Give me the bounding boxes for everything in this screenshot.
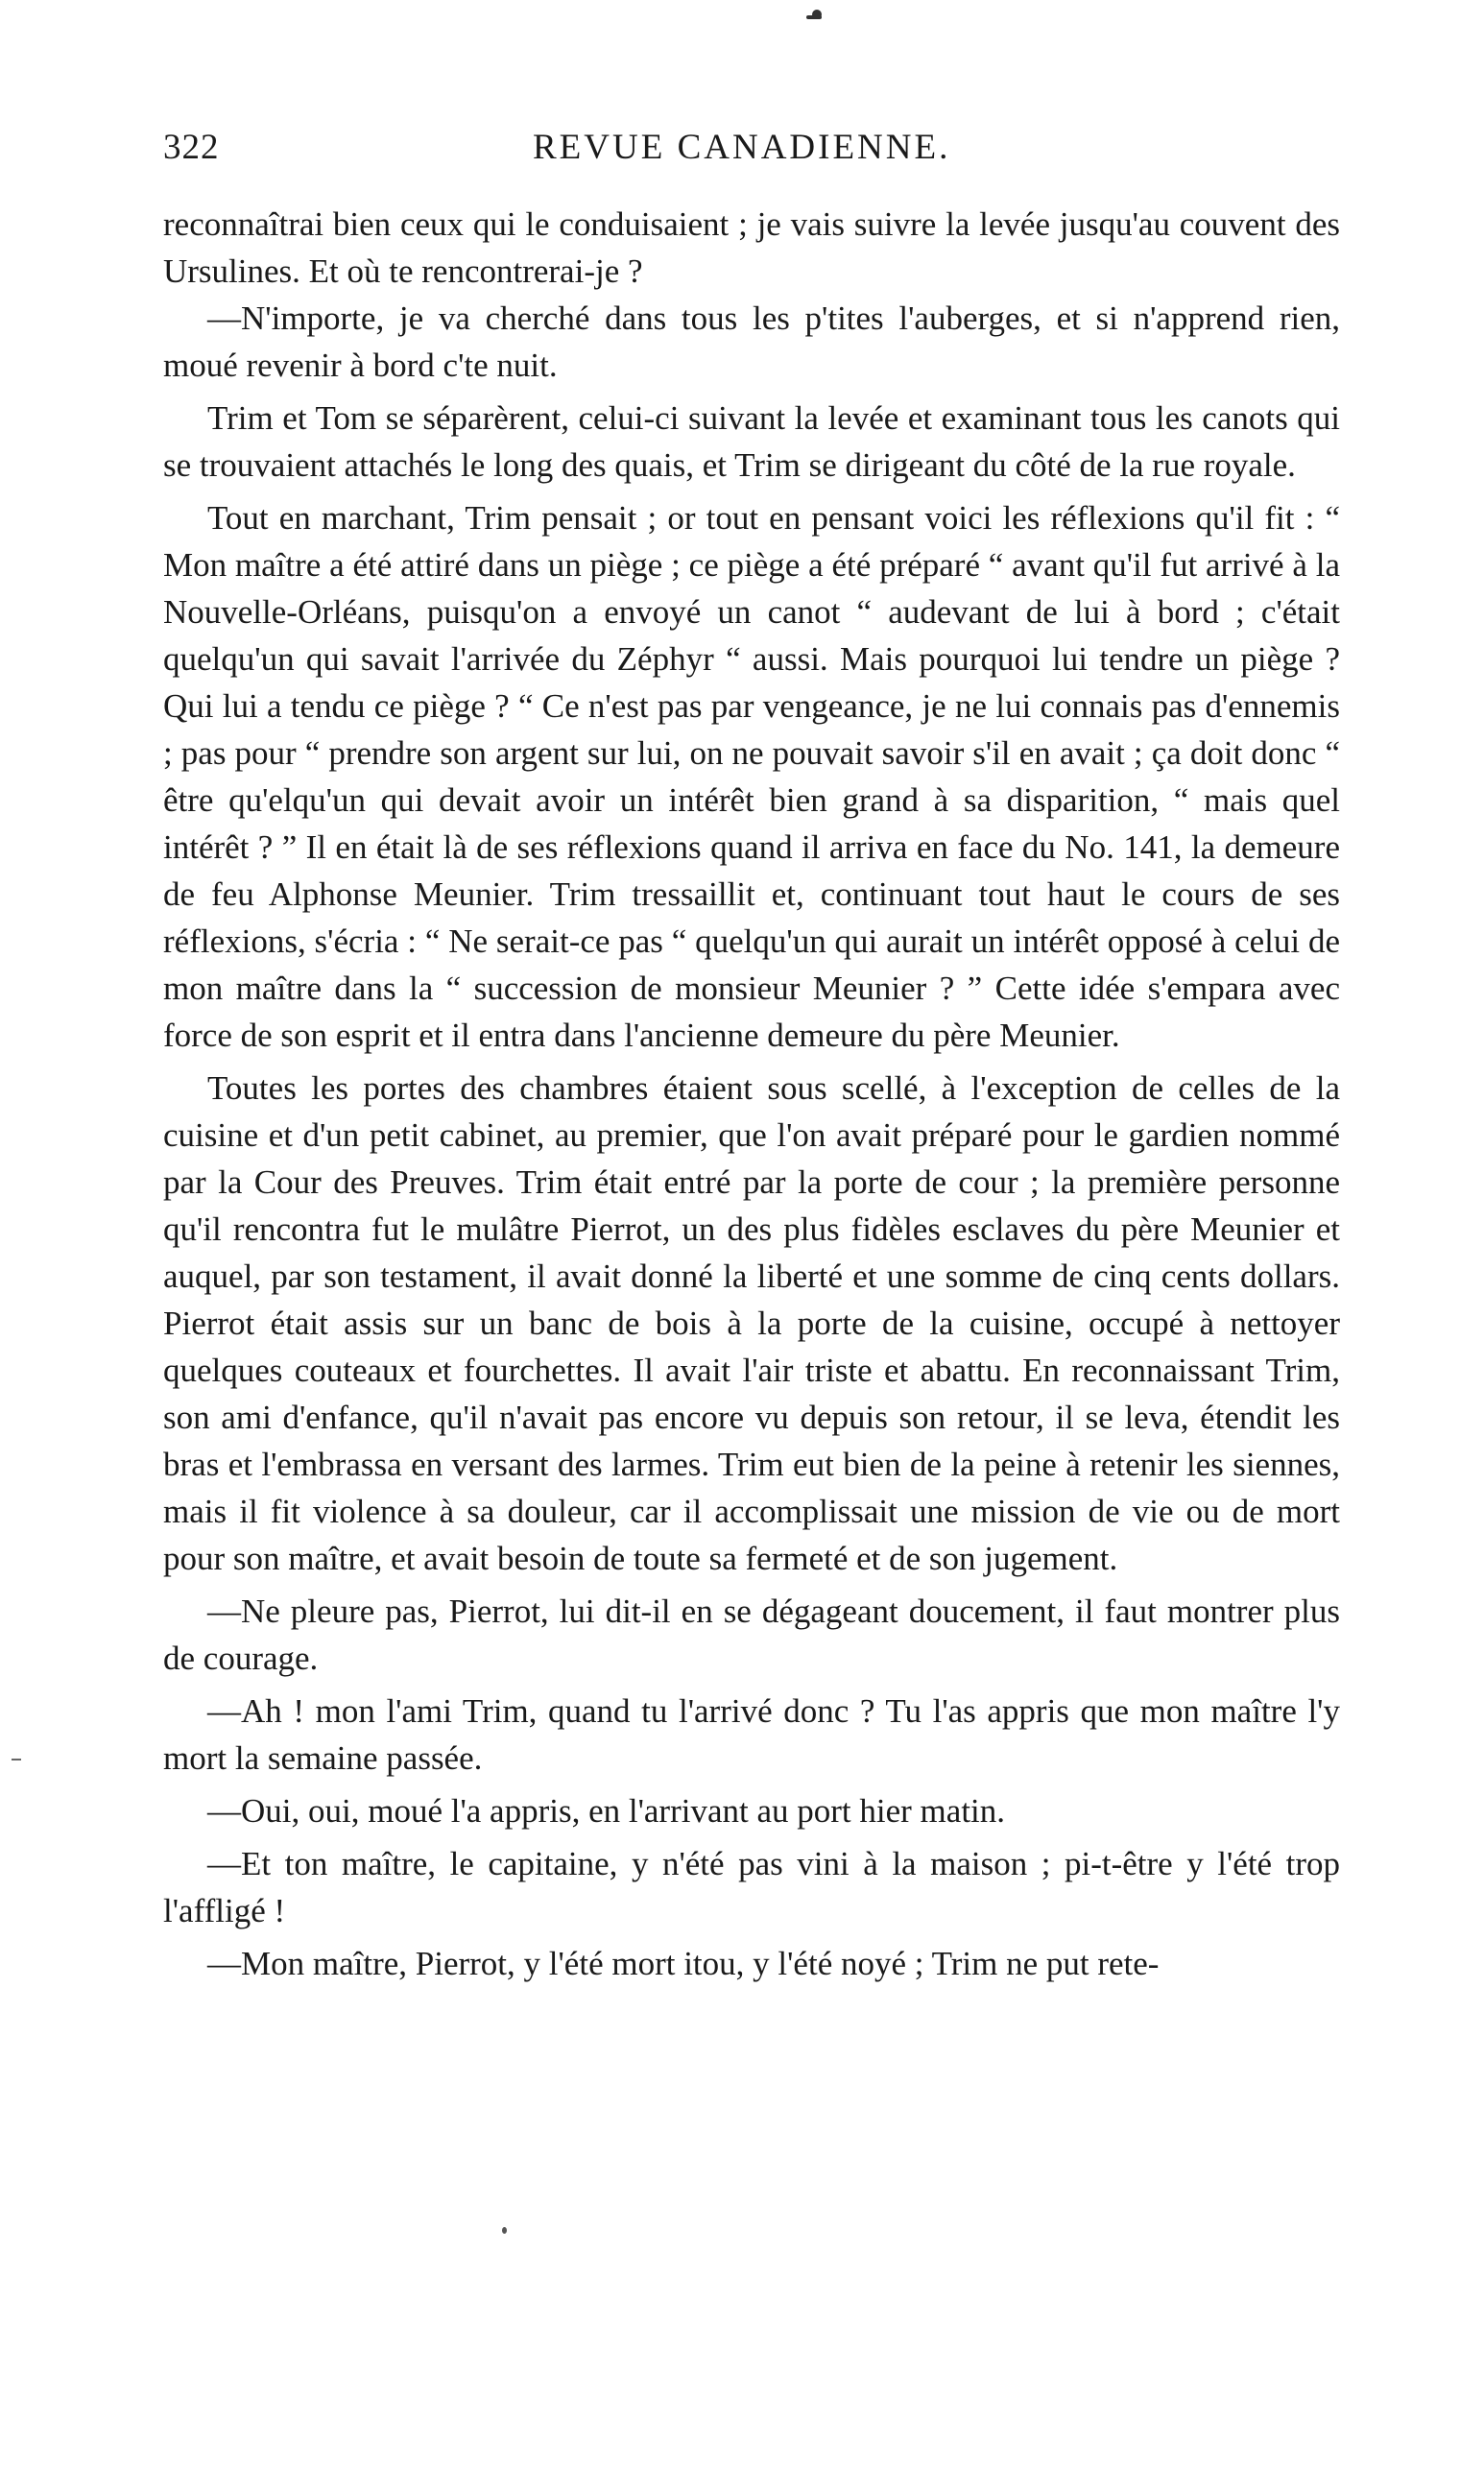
paragraph: —Et ton maître, le capitaine, y n'été pas vini à la maison ; pi-t-être y l'été trop l'affligé !: [163, 1845, 1340, 1929]
body-text: [163, 201, 1340, 1987]
page-number: 322: [163, 128, 220, 167]
paragraph: —N'importe, je va cherché dans tous les p'tites l'auberges, et si n'apprend rien, moué revenir à bord c'te nuit.: [163, 299, 1340, 384]
margin-mark: [12, 1759, 21, 1760]
paragraph: —Ne pleure pas, Pierrot, lui dit-il en se dégageant doucement, il faut montrer plus de courage.: [163, 1593, 1340, 1677]
paragraph: Tout en marchant, Trim pensait ; or tout en pensant voici les réflexions qu'il fit : “ Mon maître a été attiré dans un piège ; ce piège a été préparé “ avant qu'il fut arrivé à la Nouvelle-Orléans, puisqu'on a envoyé un canot “ audevant de lui à bord ; c'était quelqu'un qui savait l'arrivée du Zéphyr “ aussi. Mais pourquoi lui tendre un piège ? Qui lui a tendu ce piège ? “ Ce n'est pas par vengeance, je ne lui connais pas d'ennemis ; pas pour “ prendre son argent sur lui, on ne pouvait savoir s'il en avait ; ça doit donc “ être qu'elqu'un qui devait avoir un intérêt bien grand à sa disparition, “ mais quel intérêt ? ” Il en était là de ses réflexions quand il arriva en face du No. 141, la demeure de feu Alphonse Meunier. Trim tressaillit et, continuant tout haut le cours de ses réflexions, s'écria : “ Ne serait-ce pas “ quelqu'un qui aurait un intérêt opposé à celui de mon maître dans la “ succession de monsieur Meunier ? ” Cette idée s'empara avec force de son esprit et il entra dans l'ancienne demeure du père Meunier.: [163, 499, 1340, 1054]
page-header: [163, 127, 1340, 177]
ink-speck: [502, 2227, 507, 2234]
paragraph: Trim et Tom se séparèrent, celui-ci suivant la levée et examinant tous les canots qui se trouvaient attachés le long des quais, et Trim se dirigeant du côté de la rue royale.: [163, 399, 1340, 484]
paragraph: Toutes les portes des chambres étaient sous scellé, à l'exception de celles de la cuisine et d'un petit cabinet, au premier, que l'on avait préparé pour le gardien nommé par la Cour des Preuves. Trim était entré par la porte de cour ; la première personne qu'il rencontra fut le mulâtre Pierrot, un des plus fidèles esclaves du père Meunier et auquel, par son testament, il avait donné la liberté et une somme de cinq cents dollars. Pierrot était assis sur un banc de bois à la porte de la cuisine, occupé à nettoyer quelques couteaux et fourchettes. Il avait l'air triste et abattu. En reconnaissant Trim, son ami d'enfance, qu'il n'avait pas encore vu depuis son retour, il se leva, étendit les bras et l'embrassa en versant des larmes. Trim eut bien de la peine à retenir les siennes, mais il fit violence à sa douleur, car il accomplissait une mission de vie ou de mort pour son maître, et avait besoin de toute sa fermeté et de son jugement.: [163, 1069, 1340, 1577]
paragraph: reconnaîtrai bien ceux qui le conduisaient ; je vais suivre la levée jusqu'au couvent des Ursulines. Et où te rencontrerai-je ?: [163, 205, 1340, 290]
ink-speck: [812, 10, 822, 19]
paragraph: —Ah ! mon l'ami Trim, quand tu l'arrivé donc ? Tu l'as appris que mon maître l'y mort la semaine passée.: [163, 1692, 1340, 1777]
running-title: REVUE CANADIENNE.: [533, 128, 951, 167]
paragraph: —Oui, oui, moué l'a appris, en l'arrivant au port hier matin.: [207, 1792, 1006, 1830]
paragraph: —Mon maître, Pierrot, y l'été mort itou, y l'été noyé ; Trim ne put rete-: [207, 1945, 1160, 1982]
